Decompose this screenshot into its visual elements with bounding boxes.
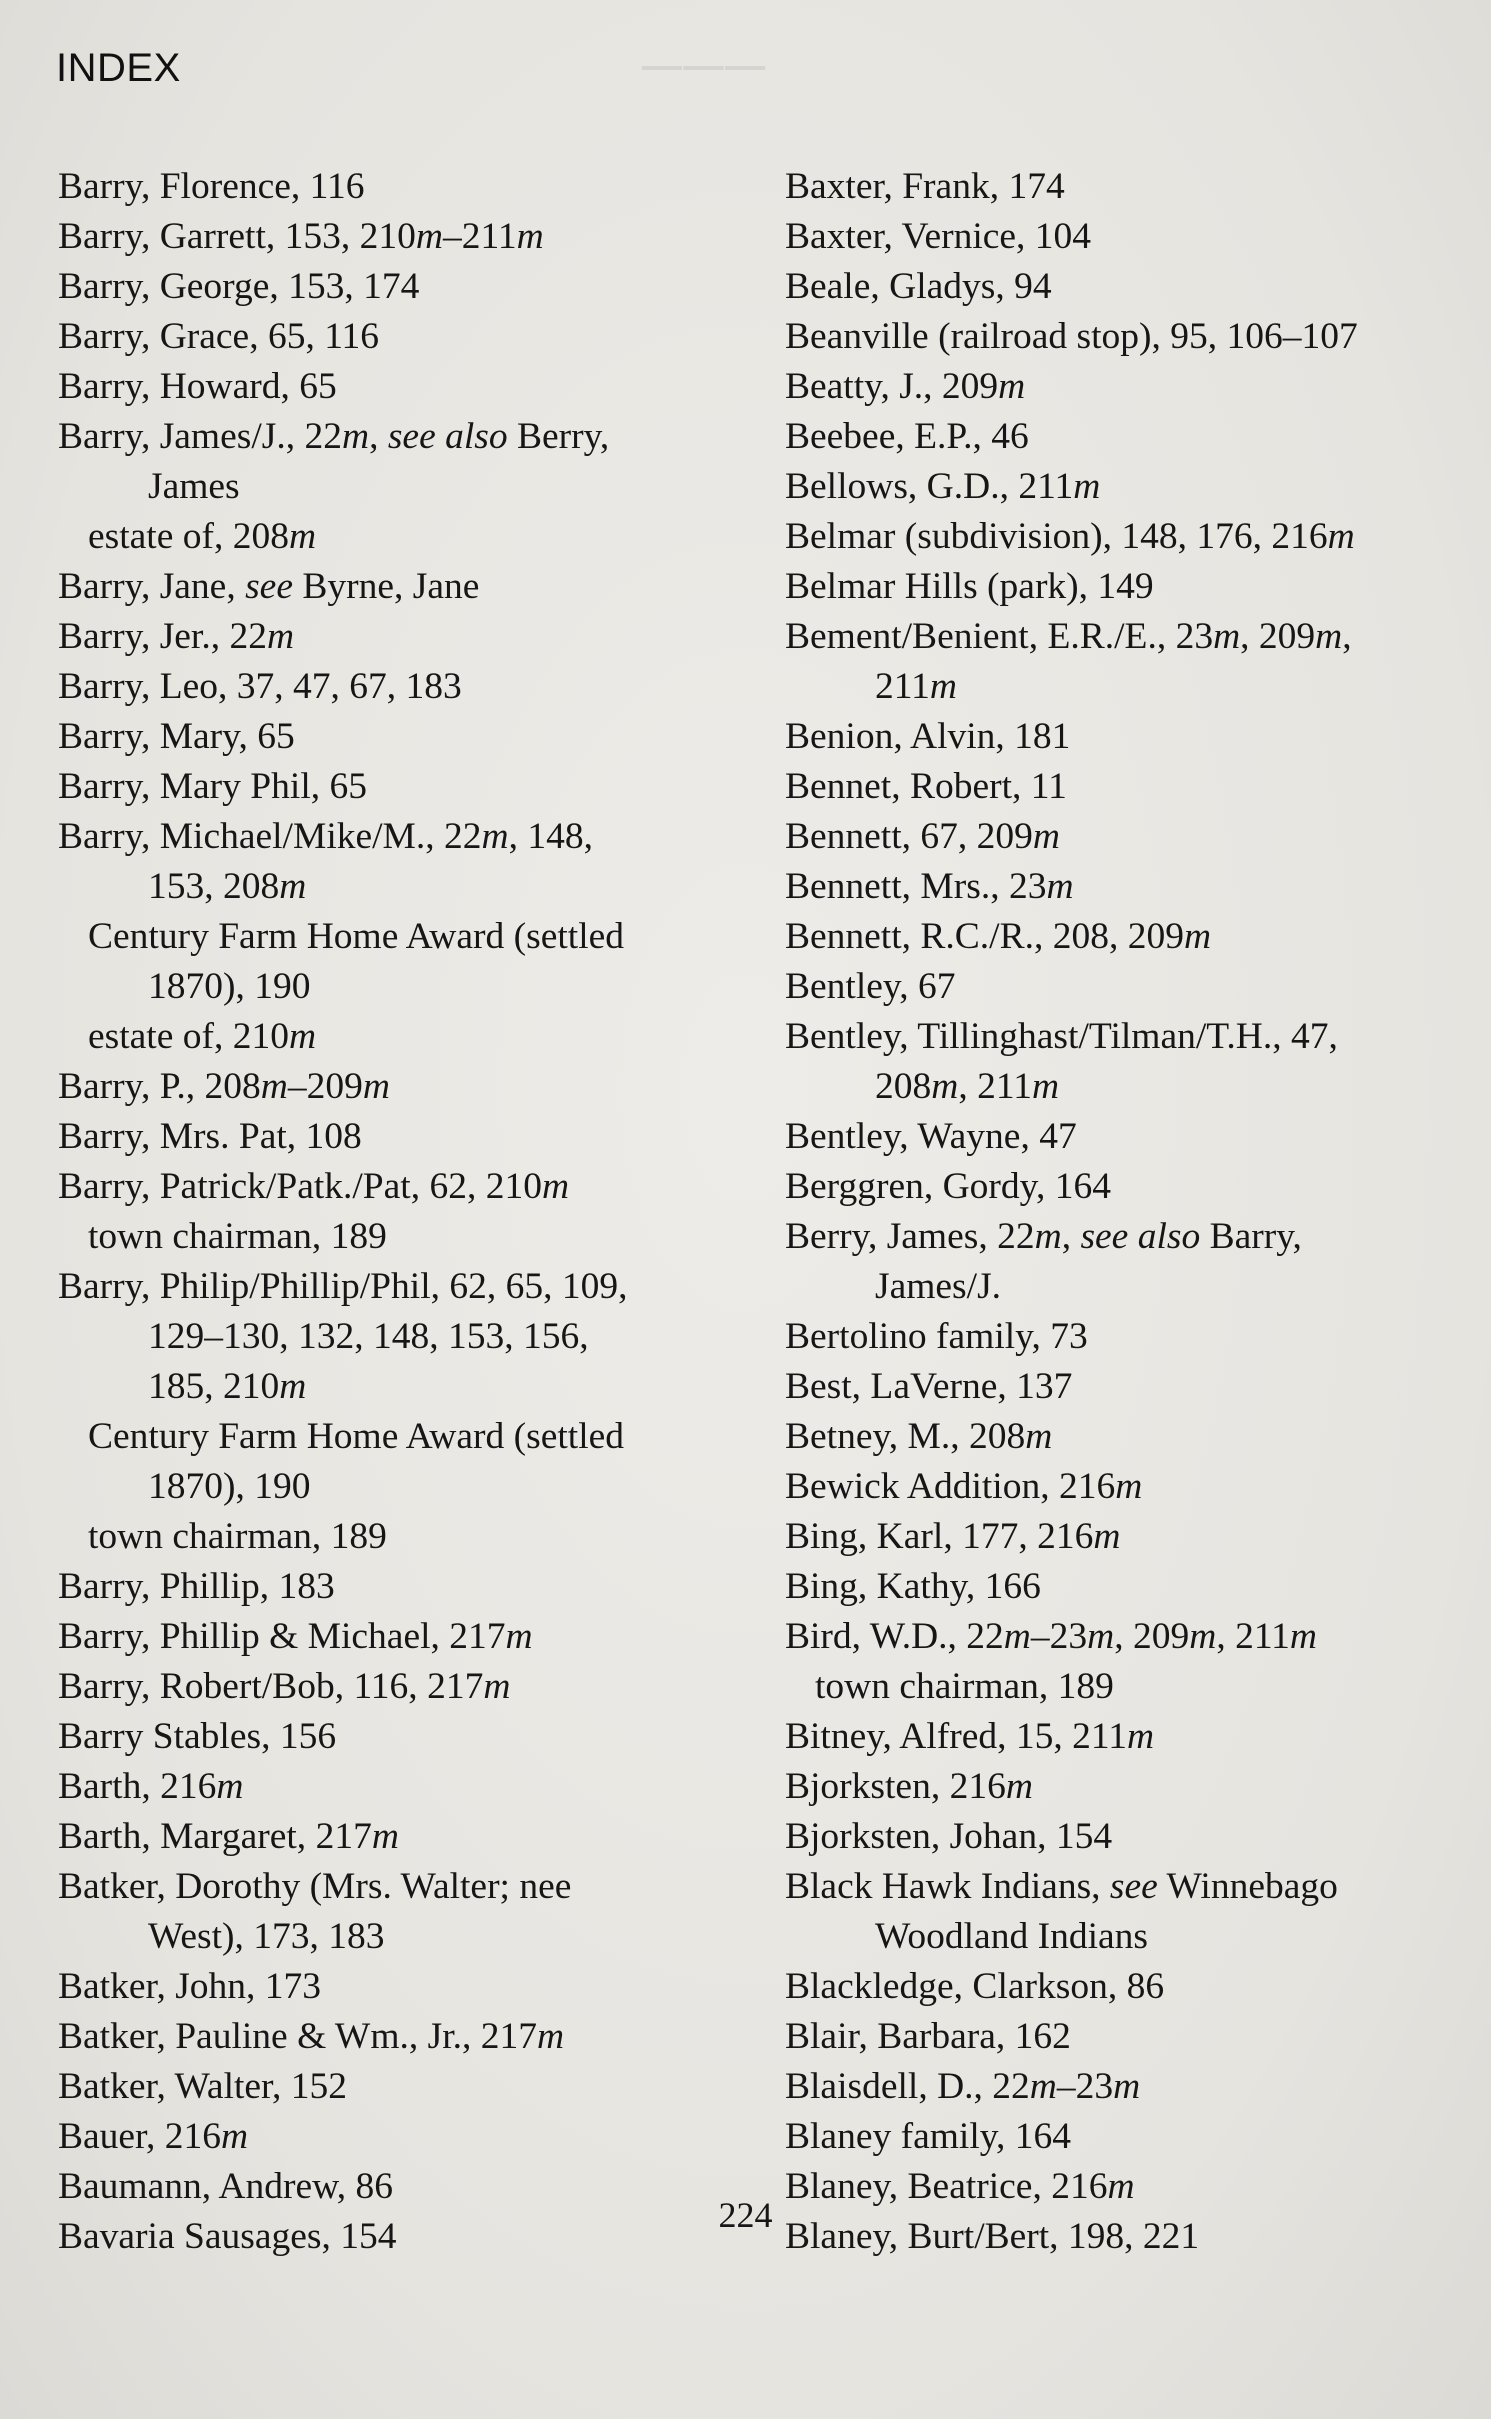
- index-entry: Benion, Alvin, 181: [785, 716, 1071, 757]
- index-entry: 185, 210m: [148, 1366, 307, 1407]
- index-entry: Century Farm Home Award (settled: [88, 916, 625, 957]
- index-entry: Blaney family, 164: [785, 2116, 1072, 2157]
- index-column-left: [58, 162, 748, 2262]
- index-entry: Barry, P., 208m–209m: [58, 1066, 390, 1107]
- index-entry: Bennett, R.C./R., 208, 209m: [785, 916, 1212, 957]
- index-entry: Batker, Pauline & Wm., Jr., 217m: [58, 2016, 565, 2057]
- page-title: INDEX: [56, 46, 181, 90]
- index-entry: Barry, Florence, 116: [58, 166, 365, 207]
- index-entry: Barry, Leo, 37, 47, 67, 183: [58, 666, 462, 707]
- index-entry: Black Hawk Indians, see Winnebago: [785, 1866, 1338, 1907]
- index-entry: Betney, M., 208m: [785, 1416, 1053, 1457]
- index-entry: James/J.: [875, 1266, 1002, 1307]
- index-entry: Bjorksten, Johan, 154: [785, 1816, 1113, 1857]
- index-entry: 129–130, 132, 148, 153, 156,: [148, 1316, 589, 1357]
- index-entry: West), 173, 183: [148, 1916, 385, 1957]
- index-entry: Baxter, Vernice, 104: [785, 216, 1092, 257]
- index-entry: Barry, Philip/Phillip/Phil, 62, 65, 109,: [58, 1266, 628, 1307]
- index-entry: estate of, 210m: [88, 1016, 317, 1057]
- index-entry: Bennett, Mrs., 23m: [785, 866, 1074, 907]
- index-entry: Belmar Hills (park), 149: [785, 566, 1154, 607]
- index-entry: Barry, Patrick/Patk./Pat, 62, 210m: [58, 1166, 570, 1207]
- index-entry: town chairman, 189: [88, 1216, 387, 1257]
- index-entry: Barry, Mary, 65: [58, 716, 295, 757]
- index-entry: town chairman, 189: [88, 1516, 387, 1557]
- index-entry: Bennet, Robert, 11: [785, 766, 1067, 807]
- index-entry: Berggren, Gordy, 164: [785, 1166, 1111, 1207]
- index-entry: Barry Stables, 156: [58, 1716, 337, 1757]
- index-entry: Beale, Gladys, 94: [785, 266, 1052, 307]
- index-entry: Bavaria Sausages, 154: [58, 2216, 397, 2257]
- index-entry: Baumann, Andrew, 86: [58, 2166, 394, 2207]
- index-entry: Barth, 216m: [58, 1766, 244, 1807]
- index-entry: Batker, Walter, 152: [58, 2066, 348, 2107]
- index-entry: Barry, Robert/Bob, 116, 217m: [58, 1666, 511, 1707]
- index-entry: town chairman, 189: [815, 1666, 1114, 1707]
- index-entry: Best, LaVerne, 137: [785, 1366, 1073, 1407]
- index-entry: Century Farm Home Award (settled: [88, 1416, 625, 1457]
- index-entry: Bjorksten, 216m: [785, 1766, 1033, 1807]
- index-entry: Barry, Jane, see Byrne, Jane: [58, 566, 480, 607]
- index-entry: 1870), 190: [148, 966, 311, 1007]
- index-entry: Bentley, Wayne, 47: [785, 1116, 1077, 1157]
- index-entry: Batker, John, 173: [58, 1966, 322, 2007]
- index-entry: Barry, Michael/Mike/M., 22m, 148,: [58, 816, 593, 857]
- index-entry: Barry, Howard, 65: [58, 366, 337, 407]
- index-entry: James: [148, 466, 240, 507]
- index-entry: 153, 208m: [148, 866, 307, 907]
- index-entry: Bauer, 216m: [58, 2116, 249, 2157]
- index-entry: Barry, Garrett, 153, 210m–211m: [58, 216, 544, 257]
- index-entry: 1870), 190: [148, 1466, 311, 1507]
- index-entry: Bing, Kathy, 166: [785, 1566, 1041, 1607]
- index-entry: Barth, Margaret, 217m: [58, 1816, 399, 1857]
- index-entry: 208m, 211m: [875, 1066, 1060, 1107]
- index-entry: Bement/Benient, E.R./E., 23m, 209m,: [785, 616, 1352, 657]
- index-entry: Bewick Addition, 216m: [785, 1466, 1143, 1507]
- index-entry: estate of, 208m: [88, 516, 317, 557]
- index-entry: Barry, Phillip & Michael, 217m: [58, 1616, 533, 1657]
- show-through-decoration: ───: [640, 36, 766, 98]
- index-entry: Barry, Grace, 65, 116: [58, 316, 380, 357]
- index-entry: Bennett, 67, 209m: [785, 816, 1060, 857]
- index-entry: Beanville (railroad stop), 95, 106–107: [785, 316, 1358, 357]
- index-entry: Blair, Barbara, 162: [785, 2016, 1071, 2057]
- index-entry: Baxter, Frank, 174: [785, 166, 1065, 207]
- index-entry: Bing, Karl, 177, 216m: [785, 1516, 1121, 1557]
- index-entry: Blackledge, Clarkson, 86: [785, 1966, 1165, 2007]
- index-entry: Belmar (subdivision), 148, 176, 216m: [785, 516, 1355, 557]
- index-entry: Bird, W.D., 22m–23m, 209m, 211m: [785, 1616, 1318, 1657]
- index-entry: Beebee, E.P., 46: [785, 416, 1029, 457]
- index-entry: Blaney, Burt/Bert, 198, 221: [785, 2216, 1200, 2257]
- index-entry: Barry, Phillip, 183: [58, 1566, 335, 1607]
- index-entry: Blaney, Beatrice, 216m: [785, 2166, 1135, 2207]
- index-entry: Barry, Mary Phil, 65: [58, 766, 367, 807]
- index-entry: Woodland Indians: [875, 1916, 1148, 1957]
- index-entry: Bellows, G.D., 211m: [785, 466, 1101, 507]
- index-entry: Blaisdell, D., 22m–23m: [785, 2066, 1141, 2107]
- index-entry: Barry, George, 153, 174: [58, 266, 420, 307]
- index-entry: Batker, Dorothy (Mrs. Walter; nee: [58, 1866, 572, 1907]
- index-entry: Barry, Jer., 22m: [58, 616, 295, 657]
- index-entry: Berry, James, 22m, see also Barry,: [785, 1216, 1302, 1257]
- index-column-right: [785, 162, 1475, 2262]
- index-entry: Barry, James/J., 22m, see also Berry,: [58, 416, 610, 457]
- page-number: 224: [718, 2195, 773, 2235]
- index-entry: Beatty, J., 209m: [785, 366, 1026, 407]
- index-entry: Bertolino family, 73: [785, 1316, 1088, 1357]
- index-entry: Bentley, 67: [785, 966, 956, 1007]
- index-entry: Bentley, Tillinghast/Tilman/T.H., 47,: [785, 1016, 1338, 1057]
- index-entry: 211m: [875, 666, 957, 707]
- index-entry: Bitney, Alfred, 15, 211m: [785, 1716, 1155, 1757]
- index-entry: Barry, Mrs. Pat, 108: [58, 1116, 362, 1157]
